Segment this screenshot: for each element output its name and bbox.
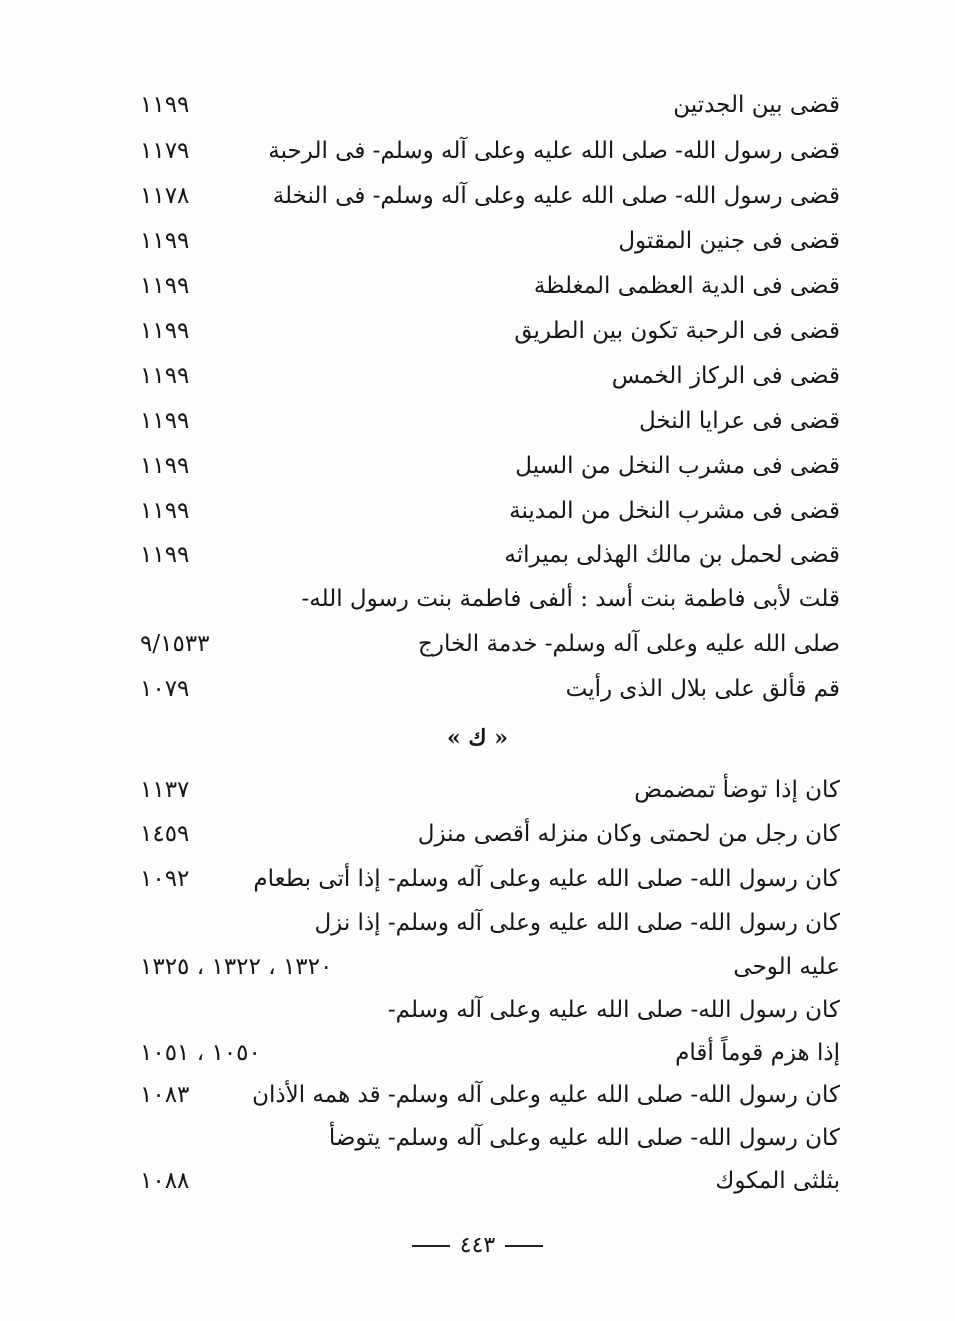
entry-text: قضى بين الجدتين: [673, 92, 840, 118]
index-entry: [130, 489, 840, 533]
entry-text: إذا هزم قوماً أقام: [675, 1040, 840, 1066]
entry-page-ref: ١١٩٩: [140, 228, 190, 254]
index-entry: [130, 533, 840, 577]
entry-page-ref: ١٠٨٣: [140, 1082, 190, 1108]
entry-page-ref: ١٤٥٩: [140, 821, 190, 847]
entry-page-ref: ١١٩٩: [140, 318, 190, 344]
entry-text: قضى لحمل بن مالك الهذلى بميراثه: [504, 542, 840, 568]
index-entry: [130, 219, 840, 263]
footer-dash-right: [505, 1245, 543, 1247]
entry-text: كان رجل من لحمتى وكان منزله أقصى منزل: [417, 821, 840, 847]
entry-page-ref: ١٠٩٢: [140, 866, 190, 892]
section-heading: « ك »: [447, 725, 508, 751]
entry-text: قم قألق على بلال الذى رأيت: [565, 676, 840, 702]
index-entry: [130, 174, 840, 218]
entry-page-ref: ١١٩٩: [140, 92, 190, 118]
entry-page-ref: ١٠٥٠ ، ١٠٥١: [140, 1040, 261, 1066]
entry-page-ref: ١١٧٨: [140, 183, 190, 209]
index-entry: [130, 1159, 840, 1203]
index-entry: [130, 1116, 840, 1160]
index-entry: [130, 264, 840, 308]
entry-text: عليه الوحى: [733, 954, 840, 980]
entry-page-ref: ٩/١٥٣٣: [140, 631, 210, 657]
entry-text: قضى فى الرحبة تكون بين الطريق: [514, 318, 840, 344]
index-entry: [130, 901, 840, 945]
entry-text: قضى رسول الله- صلى الله عليه وعلى آله وسلم- فى الرحبة: [268, 138, 840, 164]
entry-page-ref: ١١٩٩: [140, 542, 190, 568]
entry-text: كان رسول الله- صلى الله عليه وعلى آله وسلم- قد همه الأذان: [252, 1082, 840, 1108]
index-entry: [130, 309, 840, 353]
entry-text: صلى الله عليه وعلى آله وسلم- خدمة الخارج: [417, 631, 840, 657]
index-entry: [130, 622, 840, 666]
index-entry: [130, 1031, 840, 1075]
page-number: ٤٤٣: [459, 1233, 496, 1258]
entry-text: كان إذا توضأ تمضمض: [634, 777, 840, 803]
index-entry: [130, 945, 840, 989]
index-entry: [130, 129, 840, 173]
entry-text: قضى فى مشرب النخل من السيل: [515, 453, 840, 479]
entry-text: قضى فى عرايا النخل: [638, 408, 840, 434]
entry-page-ref: ١١٩٩: [140, 273, 190, 299]
index-entry: [130, 988, 840, 1032]
entry-page-ref: ١١٩٩: [140, 498, 190, 524]
entry-text: كان رسول الله- صلى الله عليه وعلى آله وسلم- إذا نزل: [314, 910, 840, 936]
index-entry: [130, 83, 840, 127]
entry-text: قضى رسول الله- صلى الله عليه وعلى آله وسلم- فى النخلة: [272, 183, 840, 209]
entry-page-ref: ١١٩٩: [140, 408, 190, 434]
index-entry: [130, 444, 840, 488]
index-entry: [130, 667, 840, 711]
index-entry: [130, 399, 840, 443]
entry-text: قضى فى جنين المقتول: [618, 228, 840, 254]
entry-page-ref: ١١٩٩: [140, 453, 190, 479]
entry-text: كان رسول الله- صلى الله عليه وعلى آله وسلم-: [387, 997, 840, 1023]
entry-text: قضى فى الدية العظمى المغلظة: [533, 273, 840, 299]
entry-text: قضى فى الركاز الخمس: [611, 363, 840, 389]
index-entry: [130, 1073, 840, 1117]
index-entry: [130, 354, 840, 398]
entry-text: كان رسول الله- صلى الله عليه وعلى آله وسلم- إذا أتى بطعام: [253, 866, 840, 892]
entry-page-ref: ١٠٨٨: [140, 1168, 190, 1194]
index-entry: [130, 812, 840, 856]
entry-text: بثلثى المكوك: [715, 1168, 840, 1194]
entry-page-ref: ١٣٢٠ ، ١٣٢٢ ، ١٣٢٥: [140, 954, 333, 980]
index-entry: [130, 768, 840, 812]
entry-text: قلت لأبى فاطمة بنت أسد : ألفى فاطمة بنت رسول الله-: [301, 586, 840, 612]
entry-page-ref: ١١٧٩: [140, 138, 190, 164]
entry-text: كان رسول الله- صلى الله عليه وعلى آله وسلم- يتوضأ: [328, 1125, 840, 1151]
index-entry: [130, 857, 840, 901]
entry-text: قضى فى مشرب النخل من المدينة: [509, 498, 840, 524]
footer-dash-left: [412, 1245, 450, 1247]
page-number-footer: [0, 1228, 955, 1264]
entry-page-ref: ١١٣٧: [140, 777, 190, 803]
index-entry: [130, 577, 840, 621]
entry-page-ref: ١٠٧٩: [140, 676, 190, 702]
entry-page-ref: ١١٩٩: [140, 363, 190, 389]
